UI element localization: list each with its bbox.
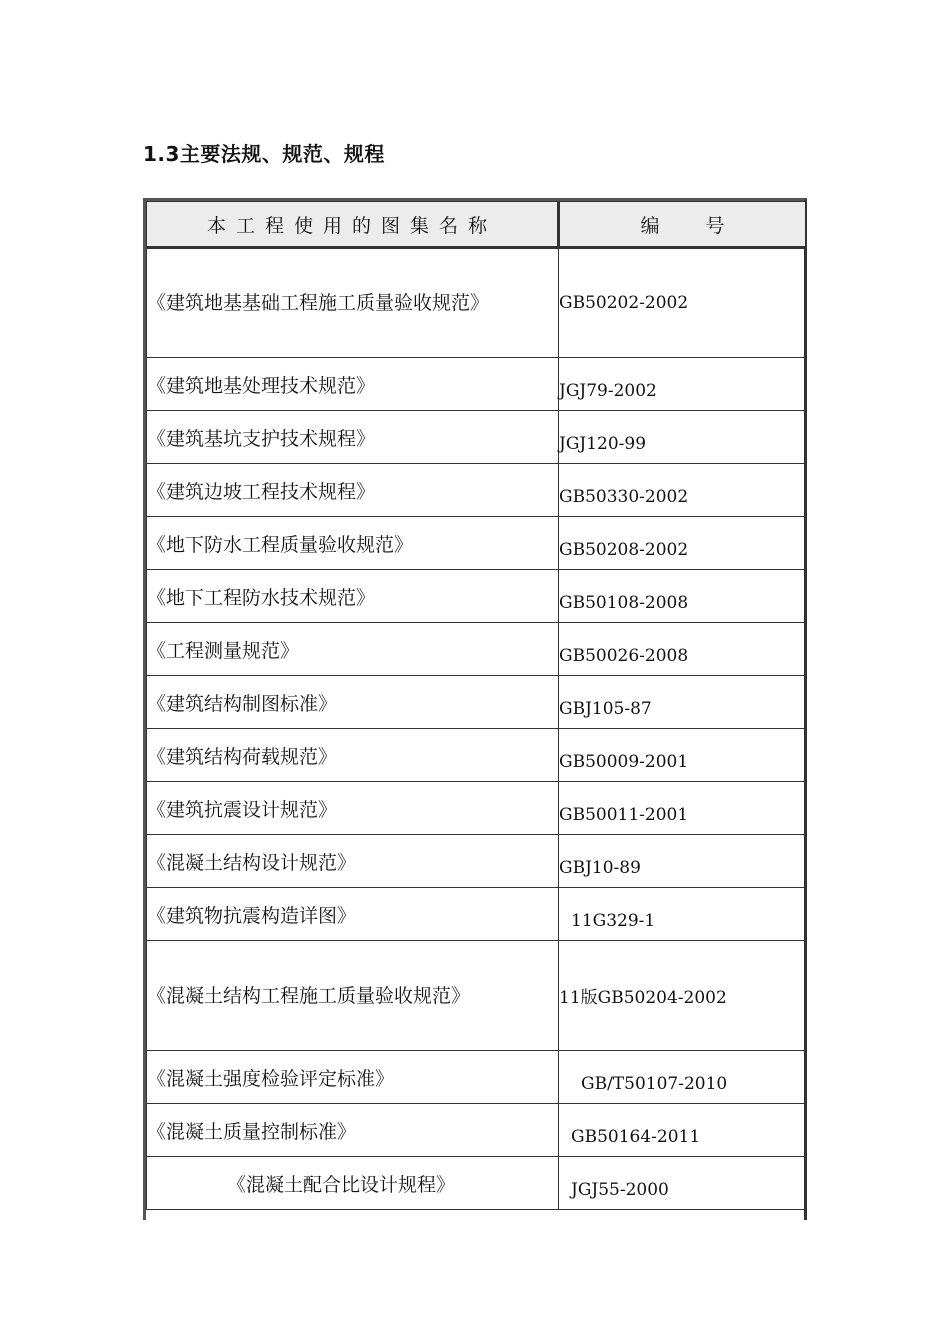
standard-name: 《建筑物抗震构造详图》: [147, 888, 559, 941]
standard-name: 《混凝土结构设计规范》: [147, 835, 559, 888]
table-row: [147, 941, 806, 1051]
table-row: [147, 411, 806, 464]
standard-code: GB50026-2008: [559, 623, 806, 676]
table-row: [147, 729, 806, 782]
standard-code: JGJ79-2002: [559, 358, 806, 411]
table-row: [147, 623, 806, 676]
table-row: [147, 676, 806, 729]
standard-code: GB50009-2001: [559, 729, 806, 782]
standard-name: 《混凝土强度检验评定标准》: [147, 1051, 559, 1104]
table-header-row: [147, 202, 806, 248]
table-row: [147, 248, 806, 358]
standard-name: 《建筑边坡工程技术规程》: [147, 464, 559, 517]
standard-code: JGJ120-99: [559, 411, 806, 464]
standard-code: 11版GB50204-2002: [559, 941, 806, 1051]
table-row: [147, 1104, 806, 1157]
standard-code: GBJ105-87: [559, 676, 806, 729]
table-row: [147, 1051, 806, 1104]
standard-code: GB50330-2002: [559, 464, 806, 517]
standard-name: 《建筑地基处理技术规范》: [147, 358, 559, 411]
standard-code: 11G329-1: [559, 888, 806, 941]
standards-table: [146, 201, 806, 1210]
standard-name: 《混凝土配合比设计规程》: [147, 1157, 559, 1210]
table-row: [147, 888, 806, 941]
standard-code: GBJ10-89: [559, 835, 806, 888]
standard-name: 《混凝土质量控制标准》: [147, 1104, 559, 1157]
standard-name: 《建筑抗震设计规范》: [147, 782, 559, 835]
standard-name: 《建筑基坑支护技术规程》: [147, 411, 559, 464]
standard-code: GB/T50107-2010: [559, 1051, 806, 1104]
standard-name: 《工程测量规范》: [147, 623, 559, 676]
standard-code: GB50202-2002: [559, 248, 806, 358]
table-row: [147, 464, 806, 517]
standard-name: 《建筑结构荷载规范》: [147, 729, 559, 782]
standard-name: 《建筑地基基础工程施工质量验收规范》: [147, 248, 559, 358]
header-code: 编 号: [559, 202, 806, 248]
header-name: 本工程使用的图集名称: [147, 202, 559, 248]
standard-name: 《混凝土结构工程施工质量验收规范》: [147, 941, 559, 1051]
standard-name: 《地下防水工程质量验收规范》: [147, 517, 559, 570]
table-row: [147, 835, 806, 888]
standard-name: 《建筑结构制图标准》: [147, 676, 559, 729]
table-row: [147, 517, 806, 570]
table-row: [147, 358, 806, 411]
standard-code: JGJ55-2000: [559, 1157, 806, 1210]
table-row: [147, 570, 806, 623]
standard-code: GB50208-2002: [559, 517, 806, 570]
standard-code: GB50011-2001: [559, 782, 806, 835]
table-row: [147, 1157, 806, 1210]
table-row: [147, 782, 806, 835]
standard-name: 《地下工程防水技术规范》: [147, 570, 559, 623]
section-heading: 1.3主要法规、规范、规程: [143, 142, 385, 166]
standard-code: GB50164-2011: [559, 1104, 806, 1157]
standard-code: GB50108-2008: [559, 570, 806, 623]
